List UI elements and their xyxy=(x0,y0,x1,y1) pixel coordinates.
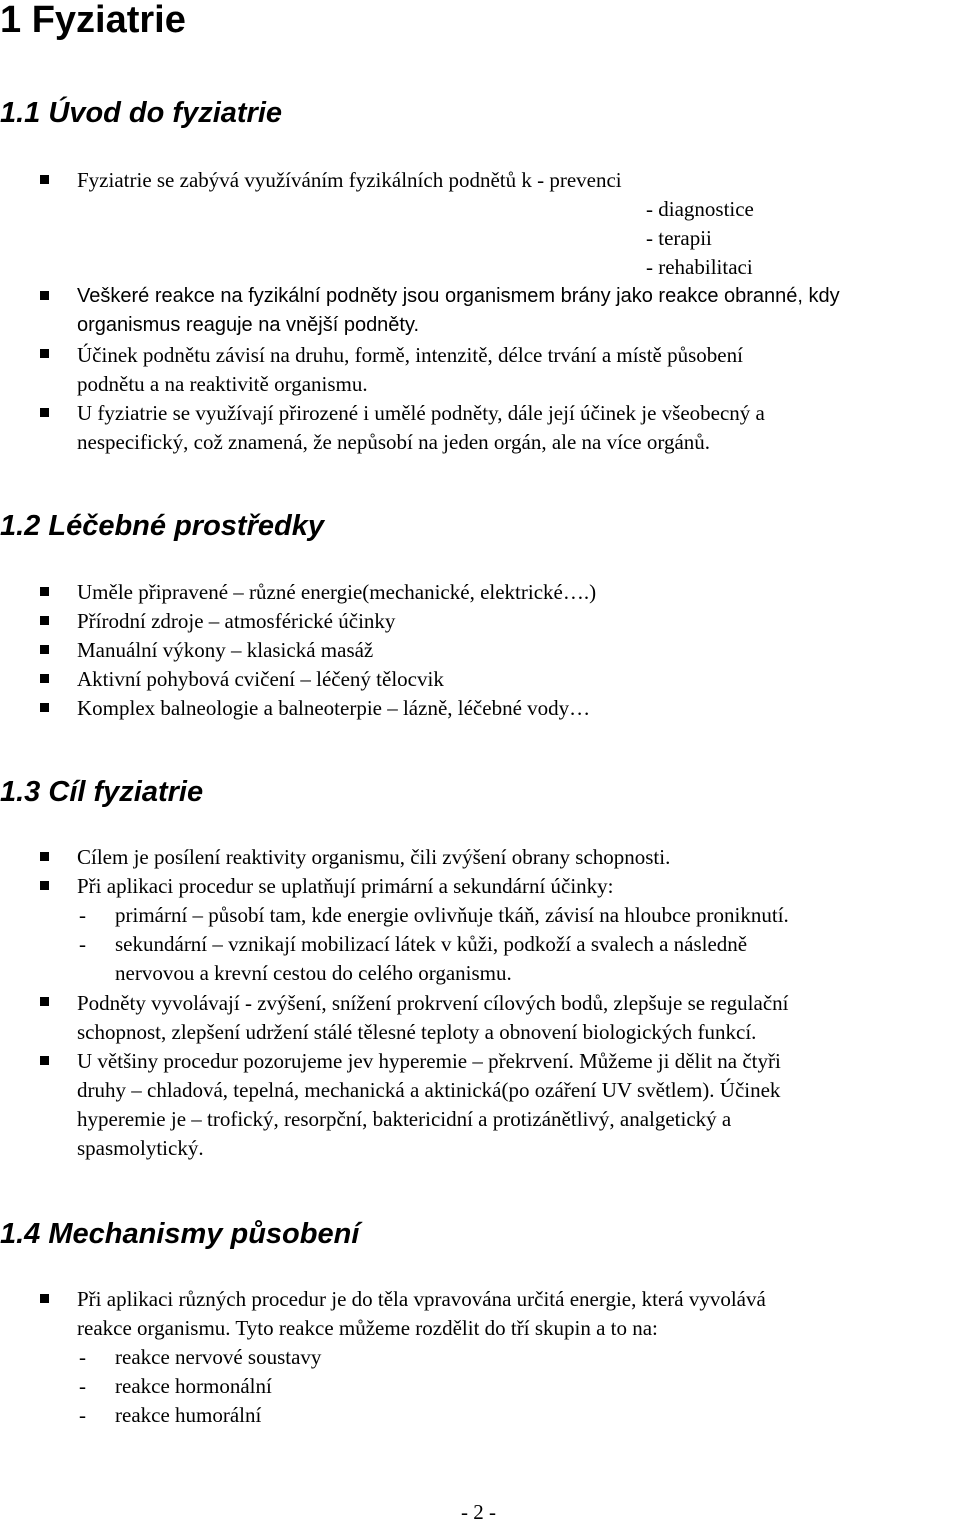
s14-reaction-2: reakce hormonální xyxy=(115,1374,272,1398)
s13-b1: Cílem je posílení reaktivity organismu, čili zvýšení obrany schopnosti. xyxy=(77,845,671,869)
bullet-icon xyxy=(40,881,49,890)
s13-dash2-line1: sekundární – vznikají mobilizací látek v kůži, podkoží a svalech a následně xyxy=(115,932,748,956)
s13-b3-line1: Podněty vyvolávají - zvýšení, snížení prokrvení cílových bodů, zlepšuje se regulační xyxy=(77,991,789,1015)
s11-b2-line2: organismus reaguje na vnější podněty. xyxy=(77,314,420,336)
bullet-icon xyxy=(40,674,49,683)
s13-b2: Při aplikaci procedur se uplatňují primární a sekundární účinky: xyxy=(77,874,614,898)
s14-reaction-1: reakce nervové soustavy xyxy=(115,1345,322,1369)
s13-b4-line2: druhy – chladová, tepelná, mechanická a aktinická(po ozáření UV světlem). Účinek xyxy=(77,1078,781,1102)
bullet-icon xyxy=(40,703,49,712)
bullet-icon xyxy=(40,175,49,184)
dash-marker: - xyxy=(79,903,86,927)
bullet-icon xyxy=(40,1056,49,1065)
s12-item-4: Aktivní pohybová cvičení – léčený tělocvik xyxy=(77,667,444,691)
s11-b3-line1: Účinek podnětu závisí na druhu, formě, intenzitě, délce trvání a místě působení xyxy=(77,343,743,367)
bullet-icon xyxy=(40,616,49,625)
s11-b4-line2: nespecifický, což znamená, že nepůsobí na jeden orgán, ale na více orgánů. xyxy=(77,430,711,454)
section-heading-1-4: 1.4 Mechanismy působení xyxy=(0,1218,360,1250)
section-heading-1-1: 1.1 Úvod do fyziatrie xyxy=(0,97,283,129)
s13-dash1: primární – působí tam, kde energie ovlivňuje tkáň, závisí na hloubce proniknutí. xyxy=(115,903,789,927)
s11-list-rehabilitaci: - rehabilitaci xyxy=(646,255,753,279)
s14-b1-line1: Při aplikaci různých procedur je do těla vpravována určitá energie, která vyvolává xyxy=(77,1287,766,1311)
dash-marker: - xyxy=(79,1403,86,1427)
s13-b4-line3: hyperemie je – trofický, resorpční, baktericidní a protizánětlivý, analgetický a xyxy=(77,1107,732,1131)
page-number: - 2 - xyxy=(461,1500,496,1524)
s11-b3-line2: podnětu a na reaktivitě organismu. xyxy=(77,372,368,396)
s13-b4-line1: U většiny procedur pozorujeme jev hyperemie – překrvení. Můžeme ji dělit na čtyři xyxy=(77,1049,781,1073)
dash-marker: - xyxy=(79,1345,86,1369)
bullet-icon xyxy=(40,997,49,1006)
s11-b4-line1: U fyziatrie se využívají přirozené i umělé podněty, dále její účinek je všeobecný a xyxy=(77,401,765,425)
s12-item-5: Komplex balneologie a balneoterpie – lázně, léčebné vody… xyxy=(77,696,591,720)
s11-intro: Fyziatrie se zabývá využíváním fyzikálních podnětů k - prevenci xyxy=(77,168,622,192)
bullet-icon xyxy=(40,349,49,358)
bullet-icon xyxy=(40,408,49,417)
s11-list-diagnostice: - diagnostice xyxy=(646,197,754,221)
s14-reaction-3: reakce humorální xyxy=(115,1403,262,1427)
bullet-icon xyxy=(40,645,49,654)
s12-item-2: Přírodní zdroje – atmosférické účinky xyxy=(77,609,396,633)
dash-marker: - xyxy=(79,932,86,956)
section-heading-1-2: 1.2 Léčebné prostředky xyxy=(0,510,324,542)
s13-b4-line4: spasmolytický. xyxy=(77,1136,204,1160)
section-heading-1-3: 1.3 Cíl fyziatrie xyxy=(0,776,204,808)
s13-dash2-line2: nervovou a krevní cestou do celého organismu. xyxy=(115,961,512,985)
bullet-icon xyxy=(40,587,49,596)
s12-item-1: Uměle připravené – různé energie(mechanické, elektrické….) xyxy=(77,580,597,604)
s11-list-terapii: - terapii xyxy=(646,226,712,250)
s13-b3-line2: schopnost, zlepšení udržení stálé tělesné teploty a obnovení biologických funkcí. xyxy=(77,1020,757,1044)
document-title: 1 Fyziatrie xyxy=(0,0,186,41)
bullet-icon xyxy=(40,852,49,861)
bullet-icon xyxy=(40,291,49,300)
s12-item-3: Manuální výkony – klasická masáž xyxy=(77,638,374,662)
dash-marker: - xyxy=(79,1374,86,1398)
bullet-icon xyxy=(40,1294,49,1303)
s11-b2-line1: Veškeré reakce na fyzikální podněty jsou organismem brány jako reakce obranné, kdy xyxy=(77,285,840,307)
s14-b1-line2: reakce organismu. Tyto reakce můžeme rozdělit do tří skupin a to na: xyxy=(77,1316,658,1340)
